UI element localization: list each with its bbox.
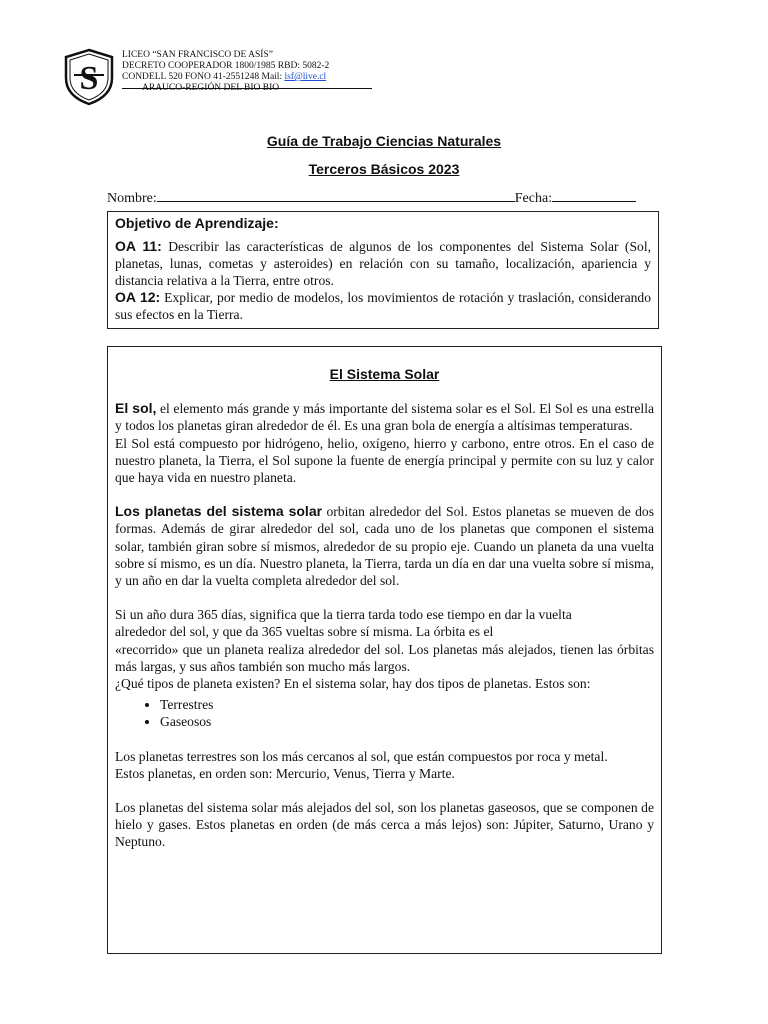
guide-title: Guía de Trabajo Ciencias Naturales — [266, 133, 502, 149]
school-name: LICEO “SAN FRANCISCO DE ASÍS” — [122, 50, 273, 60]
name-blank-line[interactable] — [157, 188, 515, 202]
solar-system-content-box — [107, 346, 662, 954]
objectives-heading: Objetivo de Aprendizaje: — [115, 215, 279, 231]
gaseous-paragraph: Los planetas del sistema solar más alejados del sol, son los planetas gaseosos, que se componen de hielo y gases. Estos planetas en orden (de más cerca a más lejos) son: Júpiter, Saturno, Urano y Neptuno. — [115, 800, 654, 850]
planets-lead: Los planetas del sistema solar — [115, 503, 323, 520]
oa11-text: Describir las características de algunos de los componentes del Sistema Solar (Sol, planetas, lunas, cometas y asteroides) en relación con su tamaño, localización, apariencia y distancia relativa a la Tierra, entre otros. — [115, 239, 651, 288]
date-blank-line[interactable] — [552, 188, 636, 202]
sun-paragraph — [115, 400, 654, 434]
school-region: ARAUCO-REGIÓN DEL BIO BIO — [142, 83, 280, 93]
school-address — [122, 72, 382, 83]
terrestrial-line-1: Los planetas terrestres son los más cercanos al sol, que están compuestos por roca y metal. — [115, 748, 608, 764]
date-label: Fecha: — [514, 191, 553, 206]
year-line-2: alrededor del sol, y que da 365 vueltas sobre sí misma. La órbita es el — [115, 624, 494, 640]
oa12-label: OA 12: — [115, 289, 161, 305]
logo-letter: S — [79, 60, 99, 97]
school-address-text: CONDELL 520 FONO 41-2551248 Mail: — [122, 72, 283, 82]
objective-oa11 — [115, 238, 651, 289]
name-label: Nombre: — [107, 191, 157, 206]
oa11-label: OA 11: — [115, 238, 162, 254]
list-item: • Terrestres — [160, 696, 654, 713]
grade-title: Terceros Básicos 2023 — [308, 161, 460, 177]
year-line-1: Si un año dura 365 días, significa que la tierra tarda todo ese tiempo en dar la vuelta — [115, 607, 572, 623]
planet-types-question: ¿Qué tipos de planeta existen? En el sistema solar, hay dos tipos de planetas. Estos son: — [115, 676, 591, 692]
header-rule — [122, 88, 372, 89]
section-title: El Sistema Solar — [329, 366, 440, 382]
planet-types-list — [115, 696, 654, 730]
planets-paragraph — [115, 503, 654, 589]
school-crest-logo — [62, 48, 116, 106]
learning-objectives-box — [107, 211, 659, 329]
school-mail-link[interactable]: lsf@live.cl — [284, 72, 327, 82]
sun-paragraph-2: El Sol está compuesto por hidrógeno, helio, oxígeno, hierro y carbono, entre otros. En el caso de nuestro planeta, la Tierra, el Sol supone la fuente de energía principal y permite con su luz y calor que haya vida en nuestro planeta. — [115, 435, 654, 486]
planets-text: orbitan alrededor del Sol. Estos planetas se mueven de dos formas. Además de girar alrededor del sol, cada uno de los planetas que componen el sistema solar, también giran sobre sí mismos, alrededor de su propio eje. Cuando un planeta da una vuelta sobre sí mismo, es un día. Nuestro planeta, la Tierra, tarda un día en dar una vuelta sobre sí misma, y un año en dar la vuelta completa alrededor del sol. — [115, 504, 654, 589]
oa12-text: Explicar, por medio de modelos, los movimientos de rotación y traslación, considerando sus efectos en la Tierra. — [115, 290, 651, 322]
sun-lead: El sol, — [115, 400, 157, 417]
list-item: • Gaseosos — [160, 713, 654, 730]
student-info-row — [107, 188, 655, 207]
objective-oa12 — [115, 289, 651, 323]
sun-text: el elemento más grande y más importante del sistema solar es el Sol. El Sol es una estrella y todos los planetas giran alrededor de él. Es una gran bola de energía a altísimas temperaturas. — [115, 401, 655, 434]
terrestrial-line-2: Estos planetas, en orden son: Mercurio, Venus, Tierra y Marte. — [115, 765, 455, 781]
school-decree: DECRETO COOPERADOR 1800/1985 RBD: 5082-2 — [122, 61, 330, 71]
orbit-paragraph: «recorrido» que un planeta realiza alrededor del sol. Los planetas más alejados, tienen las órbitas más largas, y sus años también son mucho más largos. — [115, 641, 654, 674]
